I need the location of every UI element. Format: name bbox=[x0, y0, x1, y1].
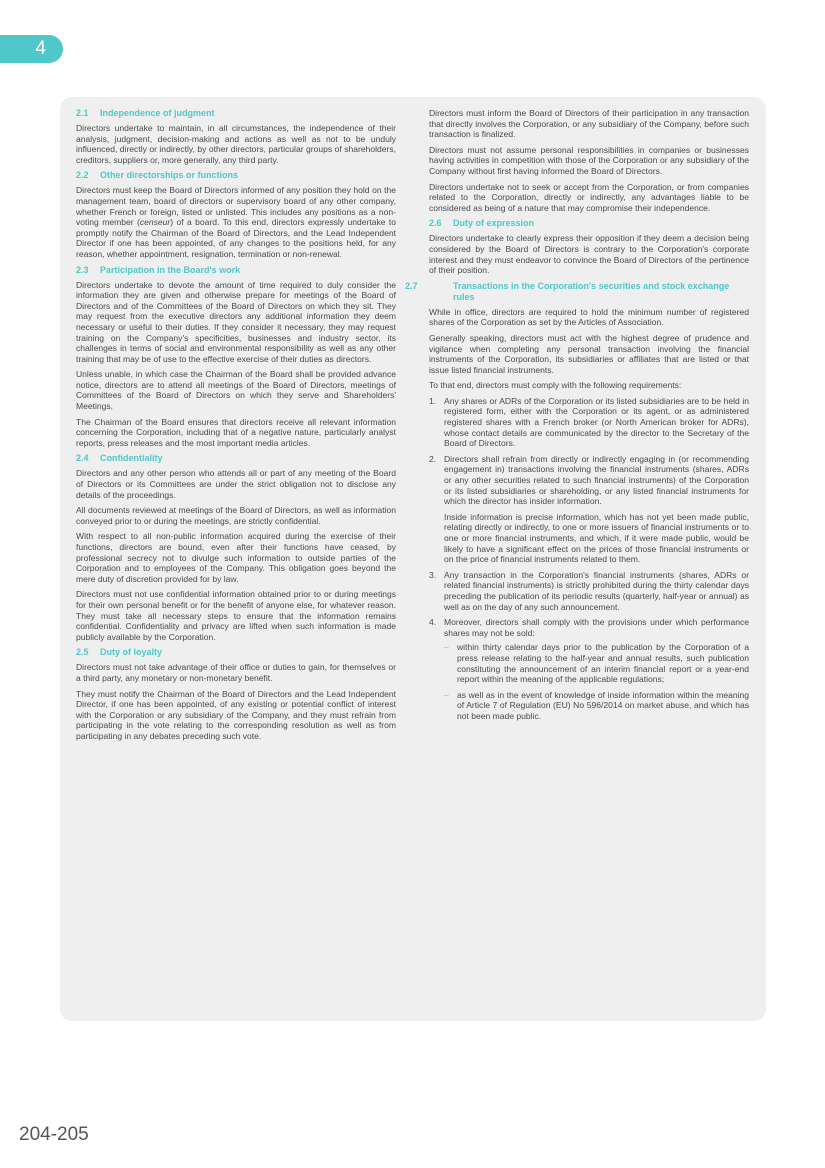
paragraph: Directors undertake not to seek or accept from the Corporation, or from companies related to the Corporation, directly or indirectly, any advantages liable to be considered as being of a nature that may compromise their independence. bbox=[429, 181, 749, 213]
emphasis-text: censeur bbox=[139, 217, 171, 228]
paragraph: Generally speaking, directors must act with the highest degree of prudence and vigilance when completing any personal transaction involving the financial instruments of the Corporation, its subsidiaries or affiliates that are listed or that issue listed financial instruments. bbox=[429, 332, 749, 375]
list-item-text: Moreover, directors shall comply with the provisions under which performance shares may not be sold: bbox=[444, 617, 749, 638]
list-number: 3. bbox=[429, 569, 437, 580]
section-heading-2-2 bbox=[76, 170, 396, 181]
list-number: 4. bbox=[429, 617, 437, 628]
section-number: 2.1 bbox=[76, 108, 89, 118]
content-panel bbox=[60, 97, 766, 1021]
text-run: ) of a board. To this end, directors expressly undertake to promptly notify the Chairman of the Board of Directors, and the Lead Independent Director if one has been appointed, of any changes to the positions held, for any reason, whether appointment, resignation, termination or non-renewal. bbox=[76, 217, 397, 259]
paragraph: Directors undertake to maintain, in all circumstances, the independence of their analysis, judgment, decision-making and actions as well as not to be unduly influenced, directly or indirectly, by other directors, particular groups of shareholders, creditors, suppliers or, more generally, any third party. bbox=[76, 123, 396, 165]
section-number: 2.6 bbox=[429, 218, 442, 229]
list-item bbox=[429, 617, 749, 721]
section-number: 2.5 bbox=[76, 647, 89, 658]
section-number: 2.4 bbox=[76, 453, 89, 464]
section-heading-2-4 bbox=[76, 453, 396, 464]
list-item-text: Any shares or ADRs of the Corporation or its listed subsidiaries are to be held in registered form, either with the Corporation or its agent, or as administered registered shares with a French broker (or North American broker for ADRs), whose contact details are communicated by the director to the Secretary of the Board of Directors. bbox=[444, 395, 749, 449]
paragraph: With respect to all non-public information acquired during the exercise of their functions, directors are bound, even after their functions have ceased, by professional secrecy not to divulge such information to outside parties of the Corporation and to employees of the Company. This obligation goes beyond the mere duty of discretion provided for by law. bbox=[76, 531, 396, 584]
text-run: Directors must keep the Board of Directors informed of any position they hold on the management team, board of directors or supervisory board of any other company, whether French or foreign, listed or unlisted. This includes any positions as a non-voting member ( bbox=[76, 185, 396, 228]
list-number: 2. bbox=[429, 453, 437, 464]
dash-bullet: – bbox=[444, 689, 449, 700]
section-number: 2.3 bbox=[76, 264, 89, 275]
list-item-text: Any transaction in the Corporation's financial instruments (shares, ADRs or related financial instruments) is strictly prohibited during the thirty calendar days preceding the publication of its periodic results (quarterly, half-year or annual) as well as on the day of any such announcement. bbox=[444, 569, 749, 612]
paragraph: Directors must not assume personal responsibilities in companies or businesses having activities in competition with those of the Corporation or any subsidiary of the Company without first having informed the Board of Directors. bbox=[429, 144, 749, 176]
section-heading-2-7 bbox=[405, 280, 749, 303]
section-heading-2-3 bbox=[76, 265, 396, 276]
sub-list bbox=[444, 642, 749, 721]
section-title: Confidentiality bbox=[100, 453, 163, 464]
section-title: Transactions in the Corporation's securities and stock exchange rules bbox=[453, 280, 730, 302]
list-item bbox=[429, 570, 749, 612]
sub-list-item-text: as well as in the event of knowledge of inside information within the meaning of Article 7 of Regulation (EU) No 596/2014 on market abuse, and which has not been made public. bbox=[457, 689, 749, 721]
dash-bullet: – bbox=[444, 642, 449, 653]
paragraph: Directors undertake to clearly express their opposition if they deem a decision being considered by the Board of Directors is contrary to the Corporation's corporate interest and they must endeavor to convince the Board of Directors of the pertinence of their position. bbox=[429, 233, 749, 276]
list-item-text: Directors shall refrain from directly or indirectly engaging in (or recommending engagement in) transactions involving the financial instruments (shares, ADRs or any other securities related to such financial instruments) of the Corporation or its listed subsidiaries or shareholding, or any listed financial instruments for which the director has insider information. bbox=[444, 453, 749, 507]
section-title: Duty of expression bbox=[453, 218, 535, 229]
sub-list-item bbox=[444, 642, 749, 684]
sub-list-item-text: within thirty calendar days prior to the publication by the Corporation of a press release relating to the half-year and annual results, such publication constituting the announcement of an interim financial report or a year-end report within the meaning of the applicable regulations; bbox=[457, 642, 749, 685]
list-item bbox=[429, 396, 749, 449]
section-heading-2-6 bbox=[429, 218, 749, 229]
list-number: 1. bbox=[429, 395, 437, 406]
section-number: 2.2 bbox=[76, 170, 89, 181]
paragraph: The Chairman of the Board ensures that directors receive all relevant information concerning the Corporation, including that of a negative nature, particularly analyst reports, press releases and the most important media articles. bbox=[76, 416, 396, 448]
list-item bbox=[429, 454, 749, 565]
paragraph: Directors and any other person who attends all or part of any meeting of the Board of Directors or its Committees are under the strict obligation not to disclose any details of the proceedings. bbox=[76, 468, 396, 500]
requirements-list bbox=[429, 396, 749, 722]
section-title: Participation in the Board's work bbox=[100, 264, 241, 275]
paragraph bbox=[76, 185, 396, 259]
paragraph: Directors undertake to devote the amount of time required to duly consider the information they are given and otherwise prepare for meetings of the Board of Directors and of the Committees of the Board of Directors on which they sit. They may request from the executive directors any additional information they deem necessary or useful to their duties. If they consider it necessary, they may request training on the Company's specificities, businesses and industry sector, its challenges in terms of social and environmental responsibility as well as any other training that may be of use to the effective exercise of their duties as directors. bbox=[76, 279, 396, 364]
paragraph: Directors must not take advantage of their office or duties to gain, for themselves or a third party, any monetary or non-monetary benefit. bbox=[76, 662, 396, 683]
list-item-paragraph: Inside information is precise information, which has not yet been made public, relating directly or indirectly, to one or more issuers of financial instruments or to one or more financial instruments, and which, if it were made public, would be likely to have a significant effect on the prices of those financial instruments or on the price of financial instruments related to them. bbox=[444, 511, 749, 565]
section-title: Independence of judgment bbox=[100, 108, 215, 118]
paragraph: Directors must inform the Board of Directors of their participation in any transaction that directly involves the Corporation, or any subsidiary of the Company, before such transaction is finalized. bbox=[429, 108, 749, 140]
paragraph: Unless unable, in which case the Chairman of the Board shall be provided advance notice, directors are to attend all meetings of the Board of Directors, meetings of Committees of the Board of Directors on which they serve and Shareholders' Meetings. bbox=[76, 369, 396, 412]
section-number: 2.7 bbox=[405, 280, 418, 291]
page-number: 204-205 bbox=[19, 1124, 89, 1145]
right-column bbox=[405, 108, 749, 727]
sub-list-item bbox=[444, 690, 749, 722]
section-title: Other directorships or functions bbox=[100, 170, 239, 181]
left-column bbox=[76, 108, 396, 747]
paragraph: While in office, directors are required to hold the minimum number of registered shares of the Corporation as set by the Articles of Association. bbox=[429, 306, 749, 328]
section-heading-2-5 bbox=[76, 647, 396, 658]
paragraph: All documents reviewed at meetings of the Board of Directors, as well as information conveyed prior to or during the meetings, are strictly confidential. bbox=[76, 505, 396, 526]
chapter-number-tab: 4 bbox=[0, 35, 63, 63]
paragraph: To that end, directors must comply with the following requirements: bbox=[429, 380, 682, 391]
section-heading-2-1 bbox=[76, 108, 396, 119]
paragraph: Directors must not use confidential information obtained prior to or during meetings for their own personal benefit or for the benefit of anyone else, for whatever reason. They must take all necessary steps to ensure that the information remains confidential. Confidentiality and privacy are lifted when such information is made publicly available by the Corporation. bbox=[76, 589, 396, 642]
section-title: Duty of loyalty bbox=[100, 647, 163, 658]
paragraph: They must notify the Chairman of the Board of Directors and the Lead Independent Director, if one has been appointed, of any existing or potential conflict of interest with the Corporation or any subsidiary of the Company, and they must refrain from participating in the vote relating to the corresponding resolution as well as from participating in any debates preceding such vote. bbox=[76, 688, 396, 741]
